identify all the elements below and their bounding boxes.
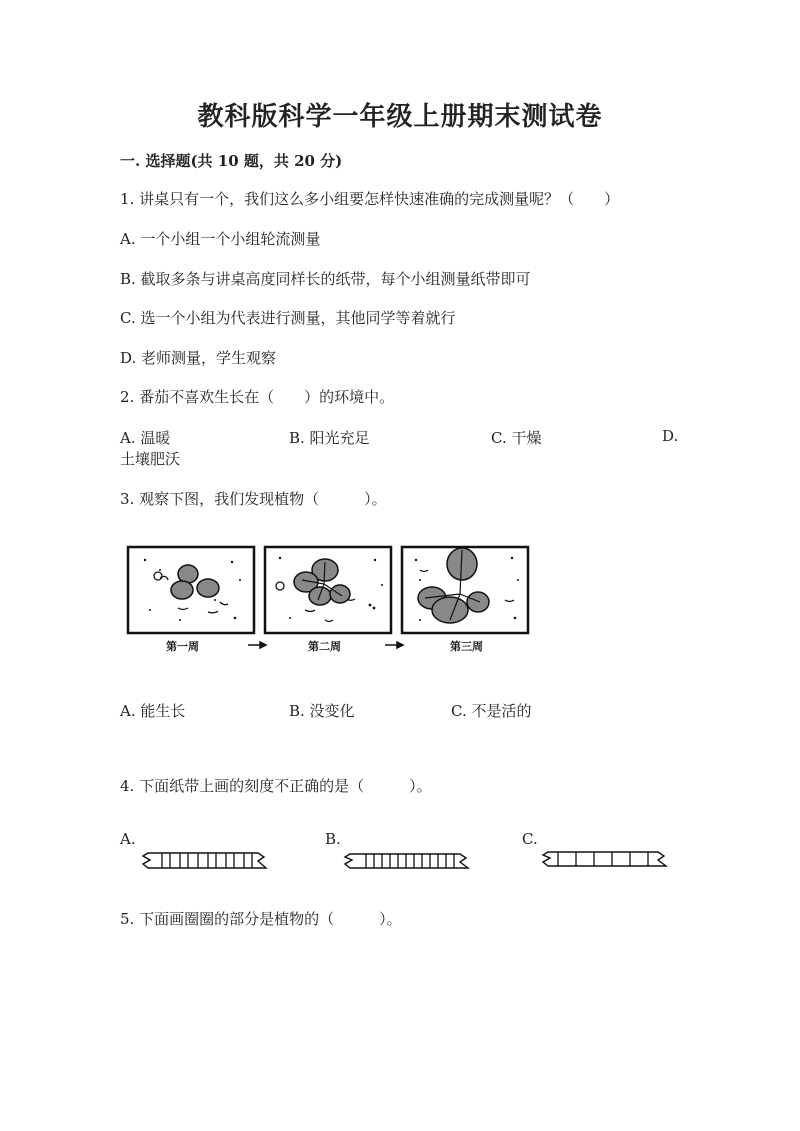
q3-option-a: A. 能生长 [120, 702, 186, 720]
week2-panel [265, 547, 391, 633]
q4-option-c: C. [522, 830, 538, 848]
week3-panel [402, 547, 528, 633]
q1-option-d: D. 老师测量，学生观察 [120, 349, 277, 367]
q1-option-c: C. 选一个小组为代表进行测量，其他同学等着就行 [120, 309, 456, 327]
page-title: 教科版科学一年级上册期末测试卷 [197, 102, 603, 132]
tape-b [342, 850, 472, 872]
q4-option-b: B. [325, 830, 341, 848]
q2-option-d-prefix: D. [662, 427, 679, 445]
week3-label: 第三周 [450, 640, 483, 653]
q3-option-b: B. 没变化 [289, 702, 355, 720]
q4-stem: 4. 下面纸带上画的刻度不正确的是（ ）。 [120, 777, 432, 795]
q2-option-c: C. 干燥 [491, 429, 542, 447]
week1-label: 第一周 [166, 640, 199, 653]
week2-label: 第二周 [308, 640, 341, 653]
q4-option-a: A. [120, 830, 136, 848]
plant-growth-figure [120, 540, 540, 665]
q3-option-c: C. 不是活的 [451, 702, 532, 720]
q1-option-b: B. 截取多条与讲桌高度同样长的纸带，每个小组测量纸带即可 [120, 270, 531, 288]
q3-stem: 3. 观察下图，我们发现植物（ ）。 [120, 490, 387, 508]
q2-option-a: A. 温暖 [120, 429, 171, 447]
q2-option-d-text: 土壤肥沃 [120, 450, 181, 468]
q1-stem: 1. 讲桌只有一个，我们这么多小组要怎样快速准确的完成测量呢？（ ） [120, 190, 620, 208]
q5-stem: 5. 下面画圈圈的部分是植物的（ ）。 [120, 910, 402, 928]
q2-stem: 2. 番茄不喜欢生长在（ ）的环境中。 [120, 388, 395, 406]
section-heading: 一. 选择题(共 10 题，共 20 分) [120, 152, 343, 170]
tape-a [140, 850, 270, 872]
q2-option-b: B. 阳光充足 [289, 429, 370, 447]
q1-option-a: A. 一个小组一个小组轮流测量 [120, 230, 321, 248]
week1-panel [128, 547, 254, 633]
tape-c [540, 848, 670, 870]
